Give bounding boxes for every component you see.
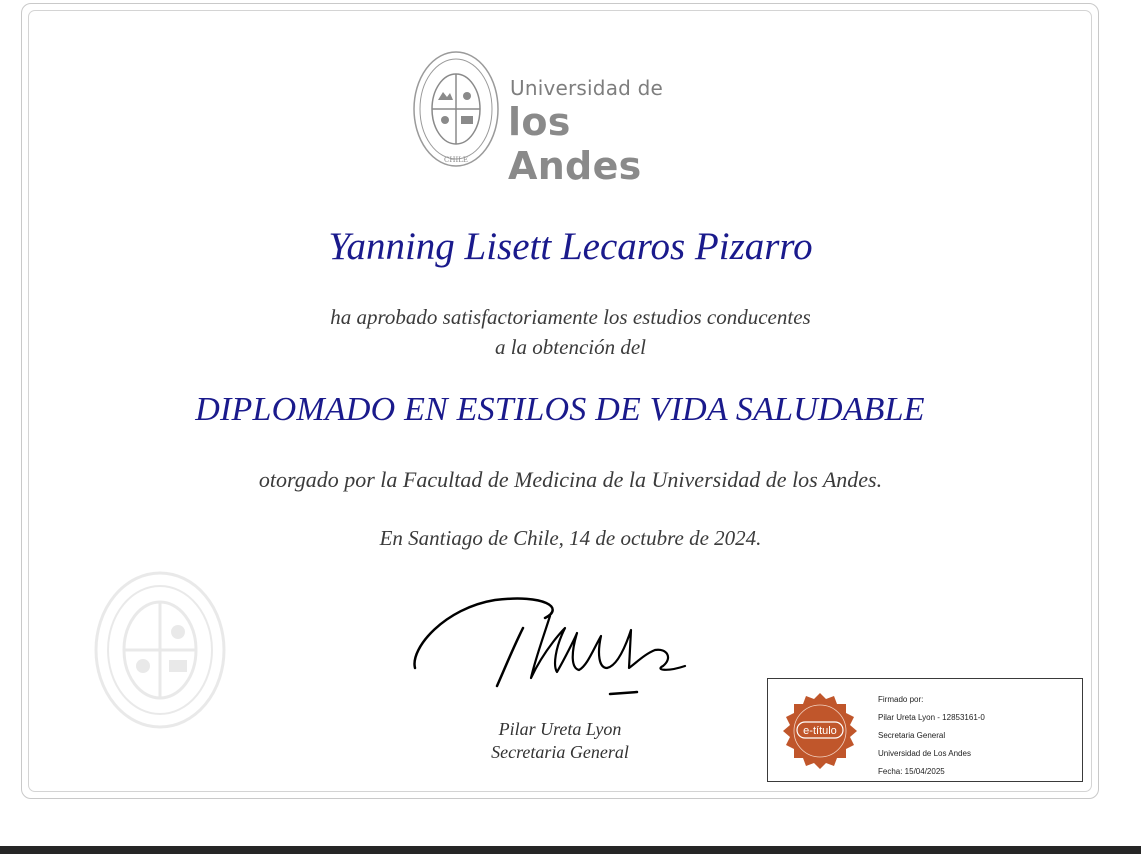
signer-role: Secretaria General [491,742,629,762]
digital-signature-box [767,678,1083,782]
university-seal-icon [412,50,500,168]
digital-signature-date: Fecha: 15/04/2025 [878,767,945,776]
program-title: DIPLOMADO EN ESTILOS DE VIDA SALUDABLE [195,391,925,428]
digital-signature-info [878,691,985,781]
granted-by-line: otorgado por la Facultad de Medicina de la Universidad de los Andes. [258,467,883,492]
signed-by-label: Firmado por: [878,695,924,704]
place-date-line: En Santiago de Chile, 14 de octubre de 2024. [379,526,762,550]
university-logo [412,50,712,188]
recipient-name: Yanning Lisett Lecaros Pizarro [328,225,813,268]
bottom-bar [0,846,1141,854]
signer-name: Pilar Ureta Lyon [498,719,622,739]
watermark-seal-icon [93,570,227,730]
intro-line-2: a la obtención del [494,335,647,359]
logo-text-line2: los Andes [508,100,642,188]
logo-text-line1: Universidad de [510,76,664,100]
svg-text:CHILE: CHILE [444,156,468,164]
svg-text:e-título: e-título [803,725,837,737]
intro-line-1: ha aprobado satisfactoriamente los estudios conducentes [330,305,811,329]
digital-signer-line: Pilar Ureta Lyon - 12853161-0 [878,713,985,722]
digital-signer-institution: Universidad de Los Andes [878,749,971,758]
handwritten-signature [405,588,695,703]
etitulo-seal-icon [780,691,860,771]
digital-signer-role: Secretaria General [878,731,946,740]
